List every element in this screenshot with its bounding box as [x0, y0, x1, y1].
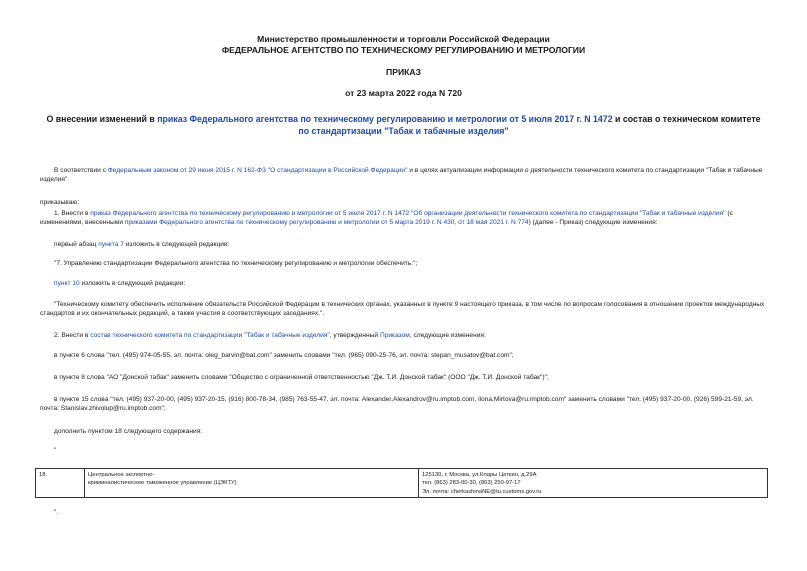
organization-email: Эл. почта: cherkashinaNE@tu.customs.gov.ru: [422, 488, 542, 495]
point-10-instruction: [40, 279, 770, 288]
committee-composition-link[interactable]: состав технического комитета по стандартизации "Табак и табачные изделия": [90, 332, 330, 339]
change-point-6: в пункте 6 слова "тел. (495) 974-05-55, эл. почта: oleg_barvin@bat.com" заменить словами "тел. (965) 090-25-76, эл. почта: stepan_musatov@bat.com";: [54, 352, 514, 359]
title-middle: и состав о техническом комитете: [615, 114, 761, 124]
title-committee-link[interactable]: по стандартизации "Табак и табачные изделия": [298, 125, 509, 136]
point-10-link[interactable]: пункт 10: [54, 280, 80, 287]
closing-quote-mark: ".: [54, 509, 59, 516]
item-2-suffix: , следующие изменения:: [409, 332, 486, 339]
intro-paragraph: [40, 166, 770, 185]
item-1-prefix: 1. Внести в: [54, 210, 89, 217]
item-1: [40, 209, 770, 228]
title-order-link[interactable]: приказ Федерального агентства по техническому регулированию и метрологии от 5 июля 2017 г. N 1472: [157, 114, 613, 124]
first-paragraph-prefix: первый абзац: [54, 241, 97, 248]
amending-orders-link[interactable]: приказами Федерального агентства по техническому регулированию и метрологии от 5 марта 2019 г. N 430, от 18 мая 2021 г. N 774: [124, 219, 529, 227]
change-point-15: в пункте 15 слова "тел. (495) 937-20-00, (495) 937-20-15, (916) 800-78-34, (985) 763-55-47, эл. почта: Alexander.Alexandrov@ru.imptob.com, ilona.Mirtova@ru.imptob.com" заменить словами "тел. (495) 937-20-00, (926) 599-21-59, эл. почта: Stanislav.zhivolup@ru.imptob.com";: [40, 396, 754, 413]
ministry-name: Министерство промышленности и торговли Российской Федерации: [257, 34, 550, 44]
item-1-suffix: ) (далее - Приказ) следующие изменения:: [528, 219, 658, 227]
order-1472-link[interactable]: приказ Федерального агентства по техническому регулированию и метрологии от 5 июля 2017 г. N 1472 "Об организации деятельности технического комитета по стандартизации "Табак и табачные изделия": [90, 210, 726, 217]
quote-point-10: "Техническому комитету обеспечить исполнение обязательств Российской Федерации в технических органах, указанных в пункте 9 настоящего приказа, в том числе по вопросам голосования в отношении проектов международных стандартов и их окончательных редакций, а также участия в соответствующих заседаниях.".: [40, 301, 765, 318]
order-word: приказываю:: [40, 199, 80, 206]
federal-law-link[interactable]: Федеральным законом от 29 июня 2015 г. N 162-ФЗ "О стандартизации в Российской Федерации": [107, 167, 408, 174]
intro-suffix: и в целях актуализации информации о деятельности технического комитета по стандартизации "Табак и табачные изделия": [40, 167, 763, 184]
document-date: от 23 марта 2022 года N 720: [345, 88, 462, 98]
table-organization-cell: [85, 469, 419, 497]
first-paragraph-suffix: изложить в следующей редакции:: [125, 241, 230, 248]
point-10-suffix: изложить в следующей редакции:: [81, 280, 186, 287]
change-point-8: в пункте 8 слова "АО "Донской табак" заменить словами "Общество с ограниченной ответственностью "Дж. Т.И. Донской табак" (ООО "Дж. Т.И. Донской табак")";: [54, 374, 549, 381]
quote-point-7: "7. Управлению стандартизации Федерального агентства по техническому регулированию и метрологии обеспечить:";: [54, 260, 418, 267]
intro-prefix: В соответствии с: [54, 167, 106, 174]
first-paragraph-instruction: [40, 240, 770, 249]
table-row-number: 18.: [36, 469, 85, 497]
organization-name-line-2: криминалистическое таможенное управление (ЦЭКТУ): [88, 480, 237, 487]
table-contacts-cell: [419, 469, 767, 497]
organization-name-line-1: Центральное экспертно-: [88, 472, 155, 478]
organization-address: 125130, г. Москва, ул.Клары Цеткин, д.29А: [422, 472, 537, 478]
item-2: [40, 331, 770, 340]
document-type: ПРИКАЗ: [386, 67, 421, 77]
agency-name: ФЕДЕРАЛЬНОЕ АГЕНТСТВО ПО ТЕХНИЧЕСКОМУ РЕГУЛИРОВАНИЮ И МЕТРОЛОГИИ: [221, 45, 586, 55]
item-2-middle: , утвержденный: [329, 332, 379, 339]
add-point-18: дополнить пунктом 18 следующего содержания:: [54, 428, 203, 435]
document-title: [36, 114, 771, 137]
committee-member-table: [35, 468, 768, 498]
organization-phone: тел. (863) 283-00-30, (863) 250-97-17: [422, 480, 521, 487]
quote-open-mark: ": [54, 447, 57, 454]
point-7-link[interactable]: пункта 7: [98, 241, 124, 248]
title-prefix: О внесении изменений в: [46, 114, 155, 124]
item-2-prefix: 2. Внести в: [54, 332, 89, 339]
item-1-middle: (с изменениями, внесенными: [40, 210, 733, 227]
order-reference-link[interactable]: Приказом: [379, 332, 410, 339]
